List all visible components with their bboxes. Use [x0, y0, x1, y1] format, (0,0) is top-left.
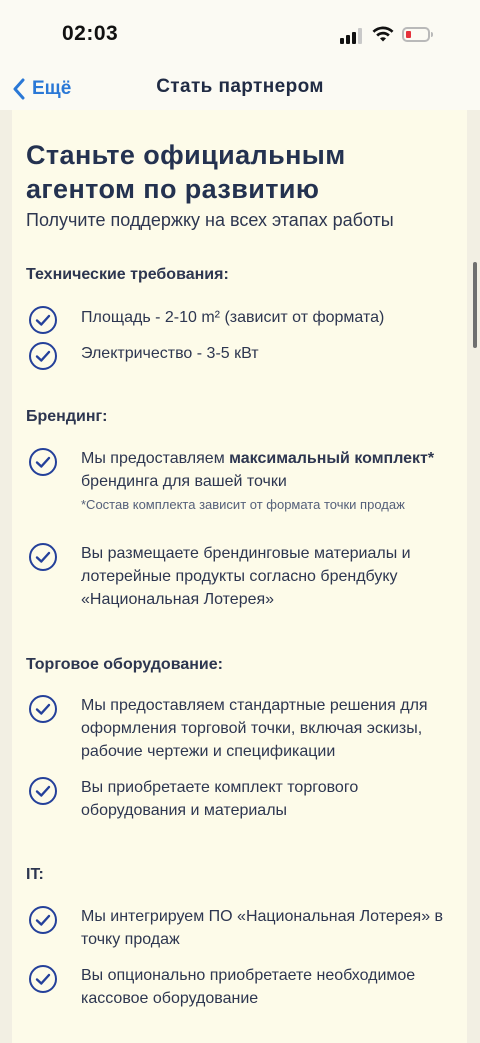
- battery-icon: [402, 27, 430, 42]
- hero-title-line1: Станьте официальным: [26, 140, 346, 170]
- list-item-text-bold: максимальный комплект*: [229, 450, 435, 467]
- check-circle-icon: [28, 776, 58, 806]
- footnote: *Состав комплекта зависит от формата точки продаж: [81, 497, 405, 512]
- list-item-text-suffix: брендинга для вашей точки: [81, 473, 287, 490]
- check-circle-icon: [28, 542, 58, 572]
- status-time: 02:03: [62, 22, 119, 45]
- check-circle-icon: [28, 905, 58, 935]
- list-item-text: Вы опционально приобретаете необходимое кассовое оборудование: [81, 967, 416, 1007]
- section-title-technical: Технические требования:: [26, 266, 229, 283]
- check-circle-icon: [28, 341, 58, 371]
- list-item-text: [81, 447, 461, 514]
- list-item-text: Вы размещаете брендинговые материалы и лотерейные продукты согласно брендбуку «Национальная Лотерея»: [81, 545, 411, 608]
- section-title-equipment: Торговое оборудование:: [26, 656, 223, 673]
- check-circle-icon: [28, 964, 58, 994]
- back-label: Ещё: [32, 78, 72, 99]
- list-item-text: Мы интегрируем ПО «Национальная Лотерея» в точку продаж: [81, 908, 444, 948]
- nav-bar: [0, 70, 480, 110]
- page-title: Стать партнером: [156, 76, 324, 97]
- list-item-text: Электричество - 3-5 кВт: [81, 345, 259, 362]
- check-circle-icon: [28, 447, 58, 477]
- hero-title-line2: агентом по развитию: [26, 174, 320, 204]
- wifi-icon: [371, 24, 395, 44]
- hero-title: [26, 138, 456, 206]
- scrollbar[interactable]: [473, 262, 477, 348]
- hero-subtitle: Получите поддержку на всех этапах работы: [26, 210, 394, 230]
- status-bar: [0, 0, 480, 70]
- section-title-it: IT:: [26, 866, 44, 883]
- section-title-branding: Брендинг:: [26, 408, 108, 425]
- list-item-text: Площадь - 2-10 m² (зависит от формата): [81, 309, 385, 326]
- list-item-text: Мы предоставляем стандартные решения для оформления торговой точки, включая эскизы, рабочие чертежи и спецификации: [81, 697, 428, 760]
- list-item-text: Вы приобретаете комплект торгового оборудования и материалы: [81, 779, 359, 819]
- check-circle-icon: [28, 305, 58, 335]
- list-item-text-prefix: Мы предоставляем: [81, 450, 230, 467]
- check-circle-icon: [28, 694, 58, 724]
- cellular-signal-icon: [340, 28, 364, 44]
